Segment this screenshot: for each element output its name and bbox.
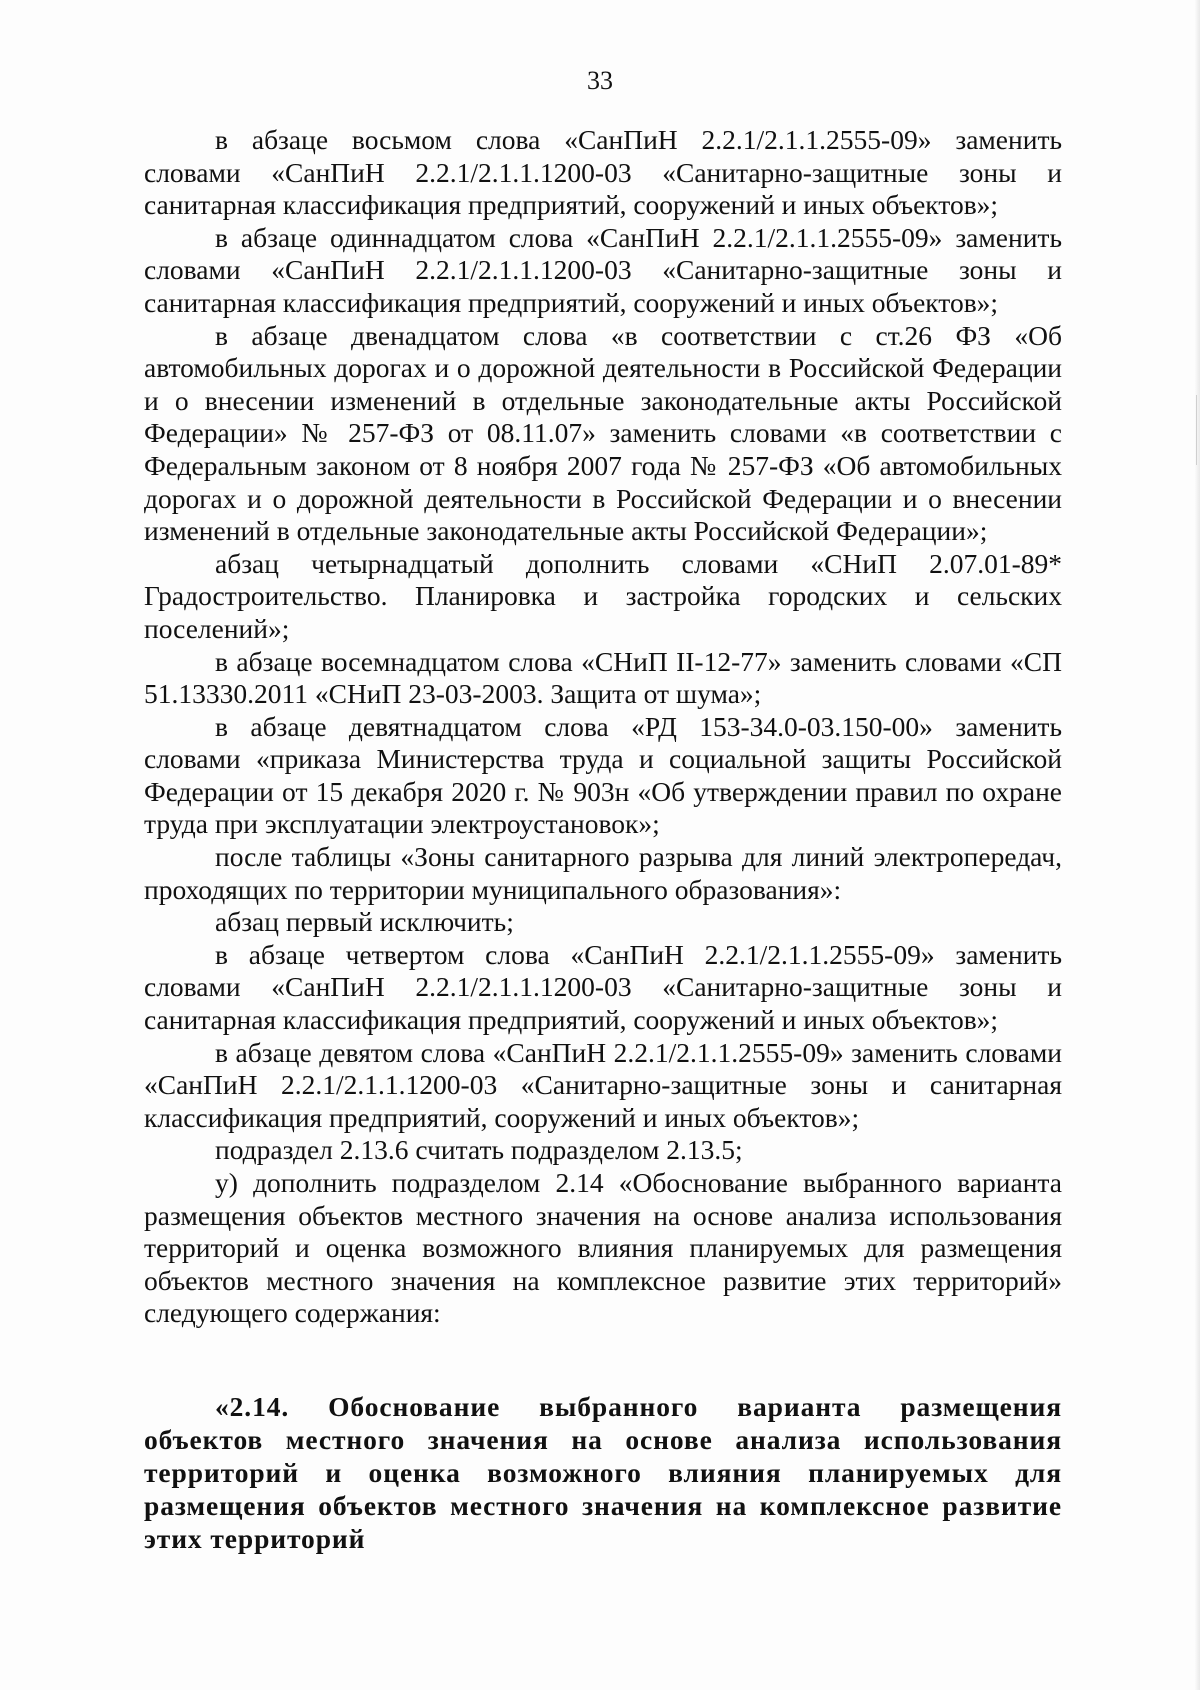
scan-mark: [1196, 395, 1197, 465]
paragraph: в абзаце четвертом слова «СанПиН 2.2.1/2.1.1.2555-09» заменить словами «СанПиН 2.2.1/2.1.1.1200-03 «Санитарно-защитные зоны и санитарная классификация предприятий, сооружений и иных объектов»;: [144, 938, 1062, 1036]
paragraph: в абзаце одиннадцатом слова «СанПиН 2.2.1/2.1.1.2555-09» заменить словами «СанПиН 2.2.1/2.1.1.1200-03 «Санитарно-защитные зоны и санитарная классификация предприятий, сооружений и иных объектов»;: [144, 221, 1062, 318]
paragraph: в абзаце девятнадцатом слова «РД 153-34.0-03.150-00» заменить словами «приказа Министерства труда и социальной защиты Российской Федерации от 15 декабря 2020 г. № 903н «Об утверждении правил по охране труда при эксплуатации электроустановок»;: [144, 710, 1062, 840]
paragraph: абзац первый исключить;: [215, 906, 514, 938]
paragraph: в абзаце двенадцатом слова «в соответствии с ст.26 ФЗ «Об автомобильных дорогах и о дорожной деятельности в Российской Федерации и о внесении изменений в отдельные законодательные акты Российской Федерации» № 257-ФЗ от 08.11.07» заменить словами «в соответствии с Федеральным законом от 8 ноября 2007 года № 257-ФЗ «Об автомобильных дорогах и о дорожной деятельности в Российской Федерации и о внесении изменений в отдельные законодательные акты Российской Федерации»;: [144, 319, 1062, 547]
page-number: 33: [587, 66, 613, 95]
scan-edge: [1194, 0, 1200, 1690]
paragraph: в абзаце восемнадцатом слова «СНиП II-12-77» заменить словами «СП 51.13330.2011 «СНиП 23-03-2003. Защита от шума»;: [144, 645, 1062, 710]
section-heading: «2.14. Обоснование выбранного варианта размещения объектов местного значения на основе анализа использования территорий и оценка возможного влияния планируемых для размещения объектов местного значения на комплексное развитие этих территорий: [144, 1391, 1062, 1554]
paragraph: у) дополнить подразделом 2.14 «Обоснование выбранного варианта размещения объектов местного значения на основе анализа использования территорий и оценка возможного влияния планируемых для размещения объектов местного значения на комплексное развитие этих территорий» следующего содержания:: [144, 1167, 1062, 1329]
paragraph: в абзаце восьмом слова «СанПиН 2.2.1/2.1.1.2555-09» заменить словами «СанПиН 2.2.1/2.1.1.1200-03 «Санитарно-защитные зоны и санитарная классификация предприятий, сооружений и иных объектов»;: [144, 124, 1062, 221]
document-body: [144, 124, 1062, 1330]
paragraph: в абзаце девятом слова «СанПиН 2.2.1/2.1.1.2555-09» заменить словами «СанПиН 2.2.1/2.1.1.1200-03 «Санитарно-защитные зоны и санитарная классификация предприятий, сооружений и иных объектов»;: [144, 1036, 1062, 1133]
paragraph: абзац четырнадцатый дополнить словами «СНиП 2.07.01-89* Градостроительство. Планировка и застройка городских и сельских поселений»;: [144, 547, 1062, 644]
paragraph: подраздел 2.13.6 считать подразделом 2.13.5;: [215, 1134, 743, 1166]
paragraph: после таблицы «Зоны санитарного разрыва для линий электропередач, проходящих по территории муниципального образования»:: [144, 841, 1062, 905]
